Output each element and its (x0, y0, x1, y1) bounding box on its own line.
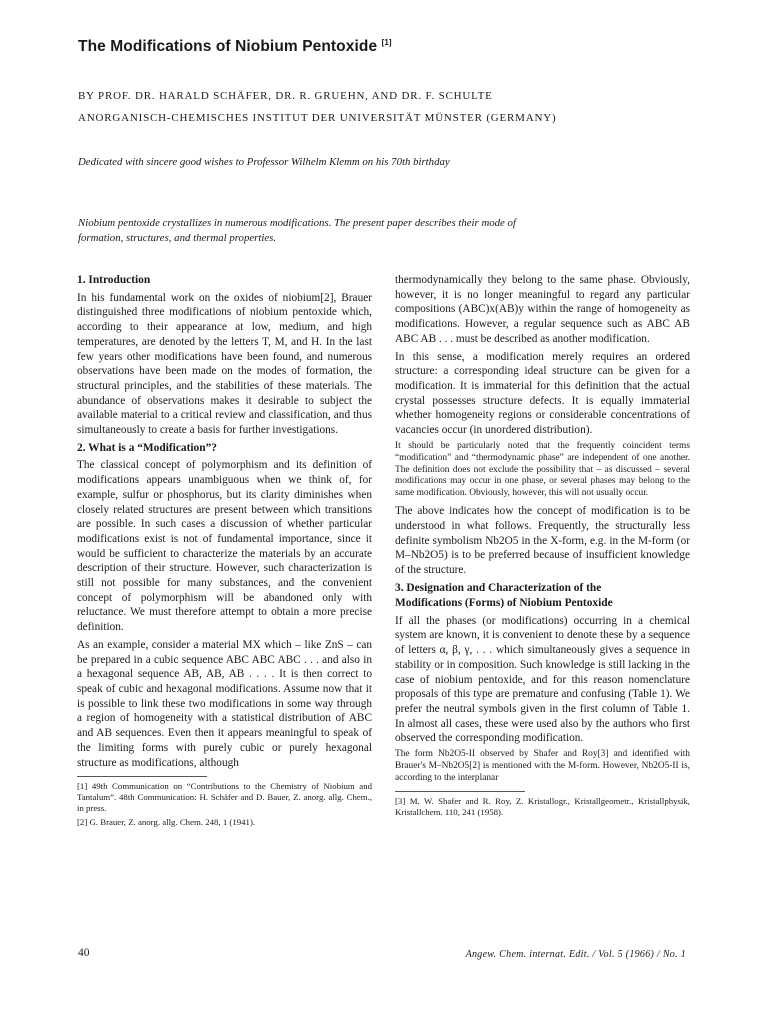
journal-citation: Angew. Chem. internat. Edit. / Vol. 5 (1966) / No. 1 (465, 949, 686, 960)
left-column (77, 273, 372, 831)
section-3-heading-line-2: Modifications (Forms) of Niobium Pentoxide (395, 596, 613, 609)
footnote-3: [3] M. W. Shafer and R. Roy, Z. Kristallogr., Kristallgeometr., Kristallphysik, Kristallchem. 110, 241 (1958). (395, 795, 690, 817)
section-3-heading (395, 581, 690, 611)
section-1-heading: 1. Introduction (77, 274, 151, 286)
paragraph: In this sense, a modification merely requires an ordered structure: a corresponding ideal structure can be given for a modification. It is immaterial for this definition that the actual crystal possesses structure defects. It is equally immaterial whether homogeneity regions or considerable concentrations of vacancies occur (in unordered distribution). (395, 350, 690, 437)
paragraph: thermodynamically they belong to the same phase. Obviously, however, it is no longer meaningful to regard any particular compositions (ABC)x(AB)y within the range of homogeneity as modifications. However, a regular sequence such as ABC AB ABC AB . . . must be described as another modification. (395, 274, 690, 345)
paragraph: In his fundamental work on the oxides of niobium[2], Brauer distinguished three modifications of niobium pentoxide which, according to their appearance at low, medium, and high temperatures, are denoted by the letters T, M, and H. In the last few years other modifications have been found, and numerous observations have been made on the modes of formation, the structural principles, and the stabilities of these materials. The abundance of observations makes it desirable to subject the available material to a critical review and classification, and thus simultaneously to create a basis for further investigations. (77, 291, 372, 437)
section-2-heading: 2. What is a “Modification”? (77, 441, 217, 454)
small-print-note: It should be particularly noted that the frequently coincident terms “modification” and “thermodynamic phase” are independent of one another. The definition does not exclude the possibility that – as discussed – several modifications may occur in one phase, or several phases may belong to the same modification. Obviously, however, this will not usually occur. (395, 440, 690, 499)
small-print-note: The form Nb2O5-II observed by Shafer and Roy[3] and identified with Brauer's M–Nb2O5[2] is mentioned with the M-form. However, Nb2O5-II is, according to the interplanar (395, 749, 690, 783)
footnote-divider (395, 791, 525, 792)
paragraph: If all the phases (or modifications) occurring in a chemical system are known, it is convenient to denote these by a sequence of letters α, β, γ, . . . which simultaneously gives a sequence in stability or in composition. Such knowledge is still lacking in the case of niobium pentoxide, and for this reason nomenclature proposals of this type are premature and confusing (Table 1). We prefer the neutral symbols given in the first column of Table 1. In almost all cases, these were used also by the authors who first observed the corresponding modification. (395, 614, 690, 745)
dedication: Dedicated with sincere good wishes to Professor Wilhelm Klemm on his 70th birthday (78, 156, 450, 168)
author-line: BY PROF. DR. HARALD SCHÄFER, DR. R. GRUEHN, AND DR. F. SCHULTE (78, 90, 493, 102)
paragraph: The above indicates how the concept of modification is to be understood in what follows. Frequently, the structurally less definite symbolism Nb2O5 in the X-form, e.g. in the M-form (or M–Nb2O5) is to be preferred because of insufficient knowledge of the structure. (395, 505, 690, 577)
footnote-divider (77, 776, 207, 777)
section-3-heading-line-1: 3. Designation and Characterization of the (395, 581, 602, 594)
footnote-1: [1] 49th Communication on “Contributions to the Chemistry of Niobium and Tantalum”. 48th Communication: H. Schäfer and D. Bauer, Z. anorg. allg. Chem., in press. (77, 781, 372, 814)
title-text: The Modifications of Niobium Pentoxide (78, 38, 378, 56)
title-reference: [1] (381, 38, 392, 47)
article-title (78, 38, 392, 56)
abstract: Niobium pentoxide crystallizes in numerous modifications. The present paper describes their mode of formation, structures, and thermal properties. (78, 217, 516, 244)
paragraph: As an example, consider a material MX which – like ZnS – can be prepared in a cubic sequence ABC ABC ABC . . . and also in a hexagonal sequence AB, AB, AB . . . . It is then correct to speak of cubic and hexagonal modifications. Assume now that it is possible to link these two modifications in some way through a region of homogeneity with a statistical distribution of ABC and AB sequences. Even then it appears meaningful to speak of the limiting forms with purely cubic or purely hexagonal structure as modifications, although (77, 638, 372, 769)
affiliation-line: ANORGANISCH-CHEMISCHES INSTITUT DER UNIVERSITÄT MÜNSTER (GERMANY) (78, 112, 557, 124)
right-column (395, 273, 690, 821)
page-number: 40 (78, 947, 90, 959)
paragraph: The classical concept of polymorphism and its definition of modifications appears unambiguous when we think of, for example, sulfur or phosphorus, but its clarity diminishes when closely related structures are present between which transitions are possible. In such cases a discussion of whether particular modifications exist is not of fundamental importance, since it would be sufficient to characterize the materials by an accurate description of their structure. However, such characterization is still not possible for many substances, and the convenient concept of polymorphism will be abandoned only with reluctance. We must therefore attempt to obtain a more precise definition. (77, 459, 372, 634)
footnote-2: [2] G. Brauer, Z. anorg. allg. Chem. 248, 1 (1941). (77, 817, 256, 828)
